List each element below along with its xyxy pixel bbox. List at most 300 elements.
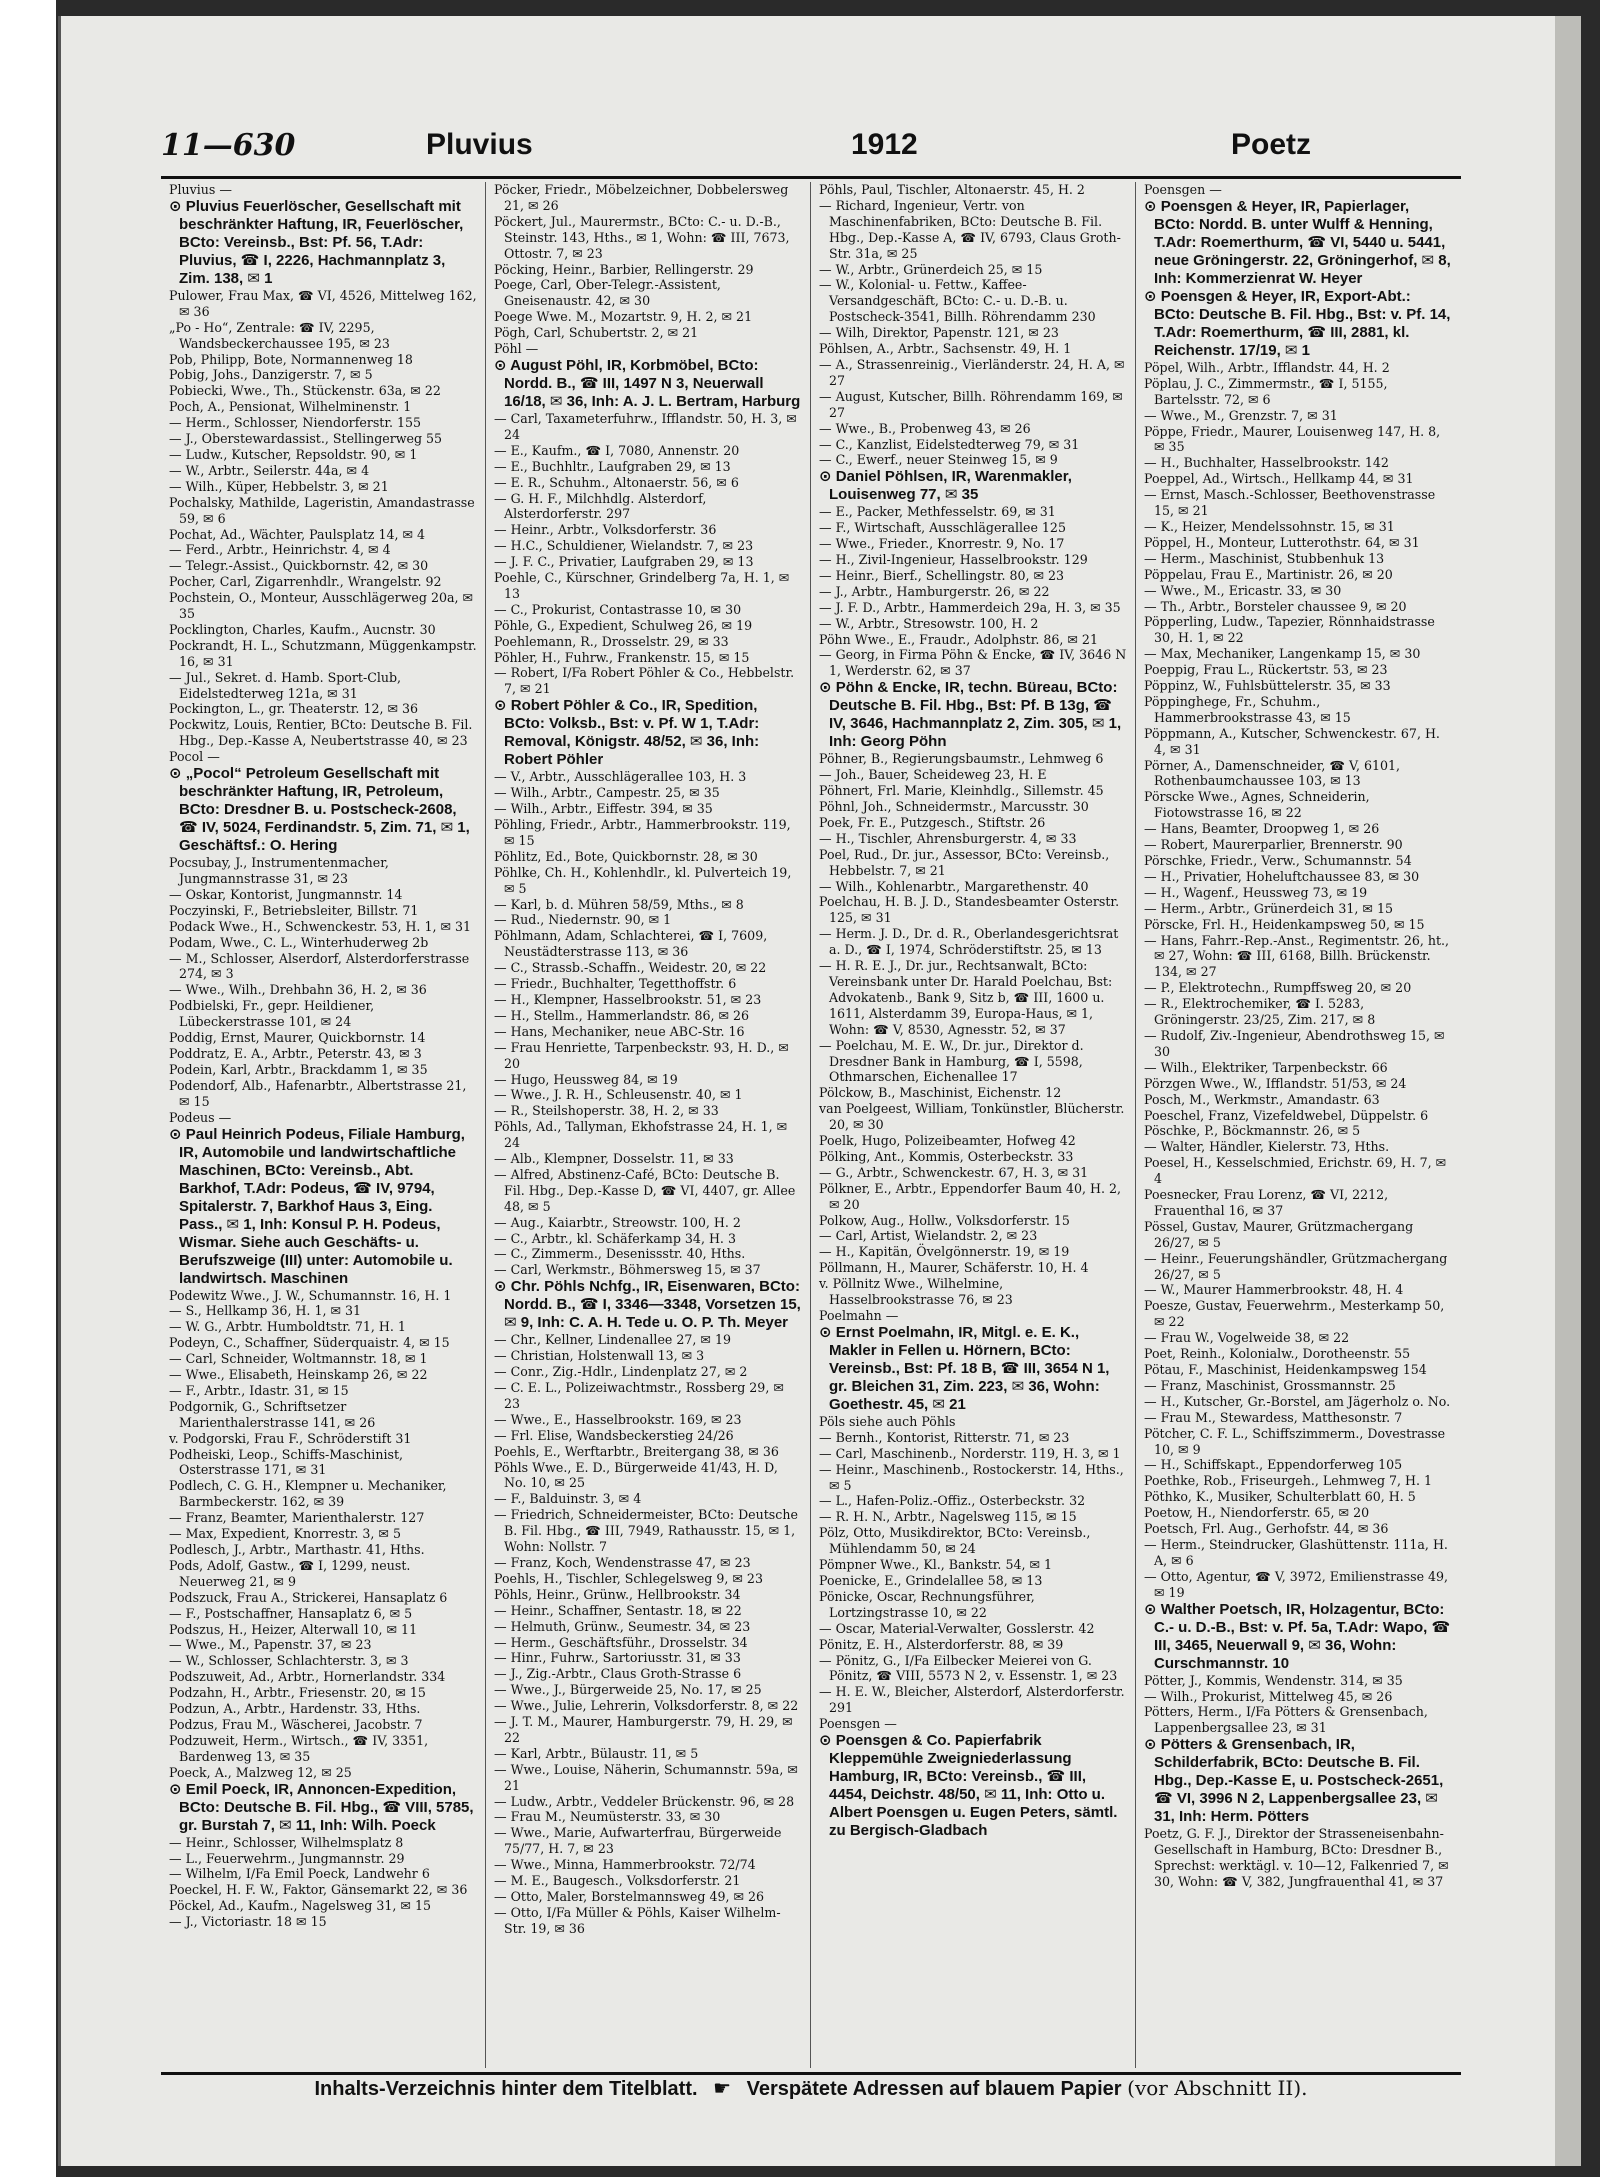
- directory-entry: Poetz, G. F. J., Direktor der Strasseneisenbahn-Gesellschaft in Hamburg, BCto: Dresdner B., Sprechst: werktägl. v. 10—12, Falkenried 7, ✉ 30, Wohn: ☎ V, 382, Jungfrauenthal 41, ✉ 37: [1144, 1826, 1449, 1889]
- directory-entry: Poehls, E., Werftarbtr., Breitergang 38, ✉ 36: [494, 1443, 779, 1459]
- directory-entry: — Wilhelm, I/Fa Emil Poeck, Landwehr 6: [169, 1866, 430, 1882]
- directory-entry: — L., Feuerwehrm., Jungmannstr. 29: [169, 1850, 405, 1866]
- firm-entry: ⊙ „Pocol“ Petroleum Gesellschaft mit beschränkter Haftung, IR, Petroleum, BCto: Dresdner B. u. Postscheck-2608, ☎ IV, 5024, Ferdinandstr. 5, Zim. 71, ✉ 1, Geschäftsf.: O. Hering: [169, 765, 470, 855]
- directory-entry: — Hans, Beamter, Droopweg 1, ✉ 26: [1144, 821, 1380, 837]
- directory-entry: — R., Steilshoperstr. 38, H. 2, ✉ 33: [494, 1103, 719, 1119]
- directory-entry: — H., Kapitän, Övelgönnerstr. 19, ✉ 19: [819, 1244, 1070, 1260]
- directory-entry: Podbielski, Fr., gepr. Heildiener, Lübeckerstrasse 101, ✉ 24: [169, 998, 375, 1030]
- directory-entry: Podgornik, G., Schriftsetzer Marienthalerstrasse 141, ✉ 26: [169, 1398, 376, 1430]
- directory-entry: Podeyn, C., Schaffner, Süderquaistr. 4, ✉ 15: [169, 1335, 450, 1351]
- directory-entry: — W. G., Arbtr. Humboldtstr. 71, H. 1: [169, 1319, 406, 1335]
- directory-entry: — Rudolf, Ziv.-Ingenieur, Abendrothsweg 15, ✉ 30: [1144, 1027, 1445, 1059]
- directory-entry: — Frau M., Neumüsterstr. 33, ✉ 30: [494, 1809, 721, 1825]
- directory-entry: — Alb., Klempner, Dosselstr. 11, ✉ 33: [494, 1151, 734, 1167]
- directory-entry: — C., Prokurist, Contastrasse 10, ✉ 30: [494, 601, 742, 617]
- directory-entry: — Ludw., Arbtr., Veddeler Brückenstr. 96, ✉ 28: [494, 1793, 795, 1809]
- directory-entry: — Frau W., Vogelweide 38, ✉ 22: [1144, 1330, 1350, 1346]
- directory-entry: — Wilh., Küper, Hebbelstr. 3, ✉ 21: [169, 478, 389, 494]
- directory-entry: — H., Zivil-Ingenieur, Hasselbrookstr. 129: [819, 552, 1088, 568]
- directory-entry: — Wwe., J. R. H., Schleusenstr. 40, ✉ 1: [494, 1087, 743, 1103]
- directory-entry: — Telegr.-Assist., Quickbornstr. 42, ✉ 30: [169, 558, 429, 574]
- directory-entry: Pörzgen Wwe., W., Ifflandstr. 51/53, ✉ 24: [1144, 1075, 1407, 1091]
- directory-entry: Podzun, A., Arbtr., Hardenstr. 33, Hths.: [169, 1701, 421, 1717]
- directory-entry: Pochalsky, Mathilde, Lageristin, Amandastrasse 59, ✉ 6: [169, 494, 475, 526]
- directory-entry: Pömpner Wwe., Kl., Bankstr. 54, ✉ 1: [819, 1557, 1053, 1573]
- firm-entry: ⊙ Robert Pöhler & Co., IR, Spedition, BCto: Volksb., Bst: v. Pf. W 1, T.Adr: Removal, Königstr. 48/52, ✉ 36, Inh: Robert Pöhler: [494, 697, 760, 769]
- directory-entry: Pötcher, C. F. L., Schiffszimmerm., Dovestrasse 10, ✉ 9: [1144, 1425, 1446, 1457]
- directory-entry: — Wilh., Prokurist, Mittelweg 45, ✉ 26: [1144, 1688, 1393, 1704]
- directory-entry: Pöhlitz, Ed., Bote, Quickbornstr. 28, ✉ 30: [494, 848, 758, 864]
- directory-entry: — R. H. N., Arbtr., Nagelsweg 115, ✉ 15: [819, 1509, 1077, 1525]
- directory-entry: — W., Arbtr., Seilerstr. 44a, ✉ 4: [169, 462, 370, 478]
- directory-entry: Pulower, Frau Max, ☎ VI, 4526, Mittelweg 162, ✉ 36: [169, 287, 477, 319]
- directory-entry: Pöschke, P., Böckmannstr. 26, ✉ 5: [1144, 1123, 1361, 1139]
- directory-entry: — Ferd., Arbtr., Heinrichstr. 4, ✉ 4: [169, 542, 391, 558]
- directory-entry: — F., Wirtschaft, Ausschlägerallee 125: [819, 520, 1066, 536]
- directory-entry: Pöhls Wwe., E. D., Bürgerweide 41/43, H. D, No. 10, ✉ 25: [494, 1459, 778, 1491]
- directory-entry: Pörscke, Frl. H., Heidenkampsweg 50, ✉ 15: [1144, 916, 1425, 932]
- directory-entry: — E., Kaufm., ☎ I, 7080, Annenstr. 20: [494, 442, 740, 458]
- directory-entry: Pocklington, Charles, Kaufm., Aucnstr. 30: [169, 621, 436, 637]
- directory-entry: v. Pöllnitz Wwe., Wilhelmine, Hasselbrookstrasse 76, ✉ 23: [819, 1276, 1013, 1308]
- directory-entry: — Karl, Arbtr., Bülaustr. 11, ✉ 5: [494, 1745, 699, 1761]
- directory-entry: Poege Wwe. M., Mozartstr. 9, H. 2, ✉ 21: [494, 309, 753, 325]
- directory-entry: — W., Arbtr., Stresowstr. 100, H. 2: [819, 615, 1039, 631]
- directory-entry: — Ludw., Kutscher, Repsoldstr. 90, ✉ 1: [169, 446, 418, 462]
- directory-entry: Podewitz Wwe., J. W., Schumannstr. 16, H. 1: [169, 1287, 452, 1303]
- directory-entry: — Wilh., Arbtr., Eiffestr. 394, ✉ 35: [494, 801, 713, 817]
- directory-entry: Podszuck, Frau A., Strickerei, Hansaplatz 6: [169, 1589, 448, 1605]
- directory-entry: — Herm., Geschäftsführ., Drosselstr. 34: [494, 1634, 748, 1650]
- directory-entry: — W., Arbtr., Grünerdeich 25, ✉ 15: [819, 261, 1043, 277]
- directory-entry: Poehls, H., Tischler, Schlegelsweg 9, ✉ 23: [494, 1570, 763, 1586]
- directory-entry: — Carl, Taxameterfuhrw., Ifflandstr. 50, H. 3, ✉ 24: [494, 410, 797, 442]
- header-year: 1912: [851, 128, 918, 161]
- page-header: [161, 128, 1461, 178]
- directory-entry: — Richard, Ingenieur, Vertr. von Maschinenfabriken, BCto: Deutsche B. Fil. Hbg., Dep.-Kasse A, ☎ IV, 6793, Claus Groth-Str. 31a, ✉ 25: [819, 197, 1121, 261]
- directory-entry: Pöppe, Friedr., Maurer, Louisenweg 147, H. 8, ✉ 35: [1144, 423, 1441, 455]
- pointing-hand-icon: ☛: [713, 2078, 732, 2100]
- directory-entry: — Hans, Mechaniker, neue ABC-Str. 16: [494, 1023, 745, 1039]
- directory-entry: van Poelgeest, William, Tonkünstler, Blücherstr. 20, ✉ 30: [819, 1101, 1125, 1133]
- directory-entry: — Wwe., M., Papenstr. 37, ✉ 23: [169, 1637, 372, 1653]
- firm-entry: ⊙ August Pöhl, IR, Korbmöbel, BCto: Nordd. B., ☎ III, 1497 N 3, Neuerwall 16/18, ✉ 36, Inh: A. J. L. Bertram, Harburg: [494, 356, 801, 410]
- directory-entry: — Bernh., Kontorist, Ritterstr. 71, ✉ 23: [819, 1429, 1070, 1445]
- directory-entry: — Heinr., Bierf., Schellingstr. 80, ✉ 23: [819, 567, 1065, 583]
- directory-entry: Poek, Fr. E., Putzgesch., Stiftstr. 26: [819, 814, 1046, 830]
- directory-entry: — Christian, Holstenwall 13, ✉ 3: [494, 1348, 705, 1364]
- directory-entry: — M., Schlosser, Alserdorf, Alsterdorferstrasse 274, ✉ 3: [169, 950, 470, 982]
- directory-entry: Pörner, A., Damenschneider, ☎ V, 6101, Rothenbaumchaussee 103, ✉ 13: [1144, 757, 1401, 789]
- directory-entry: Poehle, C., Kürschner, Grindelberg 7a, H. 1, ✉ 13: [494, 570, 790, 601]
- directory-entry: Pöhls, Ad., Tallyman, Ekhofstrasse 24, H. 1, ✉ 24: [494, 1119, 788, 1151]
- directory-entry: — L., Hafen-Poliz.-Offiz., Osterbeckstr. 32: [819, 1493, 1086, 1509]
- directory-entry: Podein, Karl, Arbtr., Brackdamm 1, ✉ 35: [169, 1061, 428, 1077]
- directory-entry: — Th., Arbtr., Borsteler chaussee 9, ✉ 20: [1144, 598, 1407, 614]
- directory-entry: Poeppig, Frau L., Rückertstr. 53, ✉ 23: [1144, 662, 1388, 678]
- directory-entry: Podszus, H., Heizer, Alterwall 10, ✉ 11: [169, 1621, 418, 1637]
- directory-entry: — H., Tischler, Ahrensburgerstr. 4, ✉ 33: [819, 830, 1077, 846]
- directory-entry: Pobiecki, Wwe., Th., Stückenstr. 63a, ✉ 22: [169, 383, 441, 399]
- directory-entry: Poenicke, E., Grindelallee 58, ✉ 13: [819, 1572, 1043, 1588]
- directory-entry: — Franz, Koch, Wendenstrasse 47, ✉ 23: [494, 1554, 751, 1570]
- directory-entry: — Max, Expedient, Knorrestr. 3, ✉ 5: [169, 1526, 401, 1542]
- directory-entry: — G. H. F., Milchhdlg. Alsterdorf, Alsterdorferstr. 297: [494, 490, 707, 522]
- directory-entry: — E., Buchhltr., Laufgraben 29, ✉ 13: [494, 458, 731, 474]
- directory-entry: — C., Ewerf., neuer Steinweg 15, ✉ 9: [819, 452, 1058, 468]
- directory-entry: — Frl. Elise, Wandsbeckerstieg 24/26: [494, 1427, 734, 1443]
- directory-entry: Podlech, C. G. H., Klempner u. Mechaniker, Barmbeckerstr. 162, ✉ 39: [169, 1478, 447, 1510]
- directory-entry: Poesze, Gustav, Feuerwehrm., Mesterkamp 50, ✉ 22: [1144, 1298, 1445, 1330]
- firm-entry: ⊙ Pluvius Feuerlöscher, Gesellschaft mit beschränkter Haftung, IR, Feuerlöscher, BCto: Vereinsb., Bst: Pf. 56, T.Adr: Pluvius, ☎ I, 2226, Hachmannplatz 3, Zim. 138, ✉ 1: [169, 197, 464, 287]
- directory-entry: — H. E. W., Bleicher, Alsterdorf, Alsterdorferstr. 291: [819, 1684, 1125, 1716]
- directory-entry: Poelchau, H. B. J. D., Standesbeamter Osterstr. 125, ✉ 31: [819, 894, 1120, 926]
- directory-entry: Pockrandt, H. L., Schutzmann, Müggenkampstr. 16, ✉ 31: [169, 637, 477, 669]
- directory-entry: Poeschel, Franz, Vizefeldwebel, Düppelstr. 6: [1144, 1107, 1429, 1123]
- directory-entry: — Carl, Werkmstr., Böhmersweg 15, ✉ 37: [494, 1262, 761, 1278]
- firm-entry: ⊙ Daniel Pöhlsen, IR, Warenmakler, Louisenweg 77, ✉ 35: [819, 468, 1072, 504]
- header-rule: [161, 176, 1461, 179]
- directory-entry: — Wwe., Wilh., Drehbahn 36, H. 2, ✉ 36: [169, 982, 427, 998]
- directory-entry: — J. F. C., Privatier, Laufgraben 29, ✉ 13: [494, 554, 754, 570]
- firm-entry: ⊙ Walther Poetsch, IR, Holzagentur, BCto: C.- u. D.-B., Bst: v. Pf. 5a, T.Adr: Wapo, ☎ III, 3465, Neuerwall 9, ✉ 36, Wohn: Curschmannstr. 10: [1144, 1600, 1451, 1672]
- directory-entry: — Frau M., Stewardess, Matthesonstr. 7: [1144, 1409, 1403, 1425]
- directory-entry: Poege, Carl, Ober-Telegr.-Assistent, Gneisenaustr. 42, ✉ 30: [494, 277, 721, 309]
- directory-entry: Polkow, Aug., Hollw., Volksdorferstr. 15: [819, 1212, 1070, 1228]
- directory-entry: — S., Hellkamp 36, H. 1, ✉ 31: [169, 1303, 362, 1319]
- directory-entry: Pötters, Herm., I/Fa Pötters & Grensenbach, Lappenbergsallee 23, ✉ 31: [1144, 1704, 1428, 1736]
- directory-entry: — J. F. D., Arbtr., Hammerdeich 29a, H. 3, ✉ 35: [819, 599, 1121, 615]
- directory-entry: — Otto, Maler, Borstelmannsweg 49, ✉ 26: [494, 1889, 765, 1904]
- directory-entry: — Hugo, Heussweg 84, ✉ 19: [494, 1071, 678, 1087]
- directory-entry: — Herm., Arbtr., Grünerdeich 31, ✉ 15: [1144, 900, 1393, 916]
- directory-entry: — Wwe., B., Probenweg 43, ✉ 26: [819, 420, 1031, 436]
- directory-entry: — Alfred, Abstinenz-Café, BCto: Deutsche B. Fil. Hbg., Dep.-Kasse D, ☎ VI, 4407, gr. Allee 48, ✉ 5: [494, 1166, 796, 1214]
- directory-entry: Pluvius —: [169, 182, 232, 197]
- directory-entry: — Robert, I/Fa Robert Pöhler & Co., Hebbelstr. 7, ✉ 21: [494, 665, 795, 697]
- directory-entry: Poczyinski, F., Betriebsleiter, Billstr. 71: [169, 902, 419, 918]
- directory-entry: — Wilh, Direktor, Papenstr. 121, ✉ 23: [819, 325, 1059, 341]
- directory-entry: — Wwe., Elisabeth, Heinskamp 26, ✉ 22: [169, 1367, 428, 1383]
- directory-entry: Pöppelau, Frau E., Martinistr. 26, ✉ 20: [1144, 566, 1393, 582]
- directory-entry: Pöhnert, Frl. Marie, Kleinhdlg., Sillemstr. 45: [819, 783, 1104, 799]
- directory-entry: Pöhling, Friedr., Arbtr., Hammerbrookstr. 119, ✉ 15: [494, 817, 791, 848]
- directory-entry: Pögh, Carl, Schubertstr. 2, ✉ 21: [494, 325, 699, 341]
- directory-entry: Poehlemann, R., Drosselstr. 29, ✉ 33: [494, 633, 729, 649]
- directory-entry: Poensgen —: [819, 1716, 897, 1732]
- directory-entry: — Conr., Zig.-Hdlr., Lindenplatz 27, ✉ 2: [494, 1364, 748, 1380]
- directory-entry: — F., Postschaffner, Hansaplatz 6, ✉ 5: [169, 1605, 413, 1621]
- directory-entry: Podam, Wwe., C. L., Winterhuderweg 2b: [169, 934, 429, 950]
- directory-entry: — Herm., Schlosser, Niendorferstr. 155: [169, 415, 422, 431]
- directory-entry: — Jul., Sekret. d. Hamb. Sport-Club, Eidelstedterweg 121a, ✉ 31: [169, 669, 402, 701]
- directory-entry: — H., Schiffskapt., Eppendorferweg 105: [1144, 1457, 1403, 1473]
- directory-entry: — Walter, Händler, Kielerstr. 73, Hths.: [1144, 1139, 1390, 1155]
- directory-entry: Podheiski, Leop., Schiffs-Maschinist, Osterstrasse 171, ✉ 31: [169, 1446, 404, 1478]
- directory-entry: Poelmahn —: [819, 1308, 899, 1323]
- directory-entry: — Wwe., M., Ericastr. 33, ✉ 30: [1144, 582, 1342, 598]
- directory-entry: Pocher, Carl, Zigarrenhdlr., Wrangelstr. 92: [169, 574, 442, 590]
- directory-entry: — Friedrich, Schneidermeister, BCto: Deutsche B. Fil. Hbg., ☎ III, 7949, Rathausstr. 15, ✉ 1, Wohn: Nollstr. 7: [494, 1507, 798, 1555]
- directory-entry: Podzus, Frau M., Wäscherei, Jacobstr. 7: [169, 1716, 423, 1732]
- directory-entry: — Wilh., Kohlenarbtr., Margarethenstr. 40: [819, 878, 1089, 894]
- directory-entry: Pob, Philipp, Bote, Normannenweg 18: [169, 351, 413, 367]
- directory-entry: Pölking, Ant., Kommis, Osterbeckstr. 33: [819, 1148, 1074, 1164]
- directory-entry: — Carl, Schneider, Woltmannstr. 18, ✉ 1: [169, 1351, 428, 1367]
- column-3: [811, 182, 1136, 2068]
- directory-entry: — Helmuth, Grünw., Seumestr. 34, ✉ 23: [494, 1618, 751, 1634]
- directory-entry: Poeck, A., Malzweg 12, ✉ 25: [169, 1764, 352, 1780]
- directory-entry: Pöpel, Wilh., Arbtr., Ifflandstr. 44, H. 2: [1144, 359, 1390, 375]
- directory-entry: — Joh., Bauer, Scheideweg 23, H. E: [819, 767, 1047, 783]
- directory-entry: — J., Arbtr., Hamburgerstr. 26, ✉ 22: [819, 583, 1050, 599]
- directory-entry: Poelk, Hugo, Polizeibeamter, Hofweg 42: [819, 1133, 1076, 1149]
- directory-entry: — Oscar, Material-Verwalter, Gosslerstr. 42: [819, 1620, 1095, 1636]
- directory-entry: — P., Elektrotechn., Rumpffsweg 20, ✉ 20: [1144, 980, 1412, 996]
- directory-entry: Pörscke Wwe., Agnes, Schneiderin, Fiotowstrasse 16, ✉ 22: [1144, 789, 1370, 821]
- directory-entry: — Franz, Maschinist, Grossmannstr. 25: [1144, 1377, 1396, 1393]
- directory-entry: — H., Privatier, Hoheluftchaussee 83, ✉ 30: [1144, 868, 1420, 884]
- directory-entry: — A., Strassenreinig., Vierländerstr. 24, H. A, ✉ 27: [819, 356, 1125, 388]
- footer-late-addresses: Verspätete Adressen auf blauem Papier: [746, 2078, 1122, 2100]
- directory-entry: — R., Elektrochemiker, ☎ I. 5283, Gröningerstr. 23/25, Zim. 217, ✉ 8: [1144, 996, 1376, 1028]
- directory-entry: Poddig, Ernst, Maurer, Quickbornstr. 14: [169, 1030, 426, 1046]
- directory-entry: — J. T. M., Maurer, Hamburgerstr. 79, H. 29, ✉ 22: [494, 1714, 793, 1745]
- directory-entry: — C. E. L., Polizeiwachtmstr., Rossberg 29, ✉ 23: [494, 1380, 784, 1411]
- directory-entry: Pöppinghege, Fr., Schuhm., Hammerbrookstrasse 43, ✉ 15: [1144, 693, 1351, 725]
- scan-sidebar: [0, 0, 56, 2177]
- directory-entry: — Heinr., Schaffner, Sentastr. 18, ✉ 22: [494, 1602, 742, 1618]
- directory-entry: Poethke, Rob., Friseurgeh., Lehmweg 7, H. 1: [1144, 1473, 1433, 1489]
- directory-entry: — H., Kutscher, Gr.-Borstel, am Jägerholz o. No.: [1144, 1393, 1451, 1409]
- firm-entry: ⊙ Chr. Pöhls Nchfg., IR, Eisenwaren, BCto: Nordd. B., ☎ I, 3346—3348, Vorsetzen 15, ✉ 9, Inh: C. A. H. Tede u. O. P. Th. Meyer: [494, 1278, 801, 1332]
- directory-entry: Pods, Adolf, Gastw., ☎ I, 1299, neust. Neuerweg 21, ✉ 9: [169, 1557, 411, 1589]
- directory-entry: Pörschke, Friedr., Verw., Schumannstr. 54: [1144, 853, 1412, 868]
- directory-entry: — Hinr., Fuhrw., Sartoriusstr. 31, ✉ 33: [494, 1650, 741, 1666]
- directory-entry: — H.C., Schuldiener, Wielandstr. 7, ✉ 23: [494, 538, 754, 554]
- directory-entry: — F., Balduinstr. 3, ✉ 4: [494, 1491, 642, 1507]
- directory-entry: Poeckel, H. F. W., Faktor, Gänsemarkt 22, ✉ 36: [169, 1882, 468, 1898]
- directory-entry: Pöhl —: [494, 341, 539, 357]
- directory-page: [58, 16, 1581, 2166]
- directory-entry: Poesnecker, Frau Lorenz, ☎ VI, 2212, Frauenthal 16, ✉ 37: [1144, 1187, 1389, 1218]
- directory-entry: „Po - Ho“, Zentrale: ☎ IV, 2295, Wandsbeckerchaussee 195, ✉ 23: [169, 319, 390, 351]
- directory-entry: — Robert, Maurerparlier, Brennerstr. 90: [1144, 837, 1403, 853]
- directory-entry: Pöhnl, Joh., Schneidermstr., Marcusstr. 30: [819, 799, 1089, 814]
- directory-entry: — Franz, Beamter, Marienthalerstr. 127: [169, 1510, 425, 1526]
- page-number: 11—630: [161, 128, 296, 163]
- directory-entry: — Ernst, Masch.-Schlosser, Beethovenstrasse 15, ✉ 21: [1144, 487, 1436, 519]
- directory-entry: Poel, Rud., Dr. jur., Assessor, BCto: Vereinsb., Hebbelstr. 7, ✉ 21: [819, 846, 1110, 878]
- directory-entry: — Poelchau, M. E. W., Dr. jur., Direktor d. Dresdner Bank in Hamburg, ☎ I, 5598, Othmarschen, Eichenallee 17: [819, 1037, 1084, 1085]
- directory-entry: Pöpperling, Ludw., Tapezier, Rönnhaidstrasse 30, H. 1, ✉ 22: [1144, 614, 1435, 646]
- directory-entry: Pöllmann, H., Maurer, Schäferstr. 10, H. 4: [819, 1260, 1089, 1276]
- firm-entry: ⊙ Ernst Poelmahn, IR, Mitgl. e. E. K., Makler in Fellen u. Hörnern, BCto: Vereinsb., Bst: Pf. 18 B, ☎ III, 3654 N 1, gr. Bleichen 31, Zim. 223, ✉ 36, Wohn: Goethestr. 45, ✉ 21: [819, 1323, 1110, 1413]
- directory-entry: Podeus —: [169, 1109, 232, 1125]
- directory-entry: Pöppel, H., Monteur, Lutterothstr. 64, ✉ 31: [1144, 534, 1420, 550]
- footer-rule: [161, 2072, 1461, 2075]
- directory-entry: — Max, Mechaniker, Langenkamp 15, ✉ 30: [1144, 646, 1421, 662]
- directory-entry: Poensgen —: [1144, 182, 1222, 197]
- column-2: [486, 182, 811, 2068]
- directory-entry: — Carl, Artist, Wielandstr. 2, ✉ 23: [819, 1228, 1038, 1244]
- directory-entry: — Georg, in Firma Pöhn & Encke, ☎ IV, 3646 N 1, Werderstr. 62, ✉ 37: [819, 647, 1127, 679]
- directory-entry: Pöls siehe auch Pöhls: [819, 1413, 956, 1429]
- directory-entry: Pötter, J., Kommis, Wendenstr. 314, ✉ 35: [1144, 1672, 1403, 1688]
- page-spine: [1555, 16, 1581, 2166]
- directory-entry: — C., Kanzlist, Eidelstedterweg 79, ✉ 31: [819, 436, 1080, 452]
- directory-entry: Pöhls, Paul, Tischler, Altonaerstr. 45, H. 2: [819, 182, 1085, 197]
- directory-entry: — Carl, Maschinenb., Norderstr. 119, H. 3, ✉ 1: [819, 1445, 1121, 1461]
- directory-entry: Pössel, Gustav, Maurer, Grützmachergang 26/27, ✉ 5: [1144, 1218, 1414, 1250]
- directory-entry: — Wilh., Arbtr., Campestr. 25, ✉ 35: [494, 785, 720, 801]
- directory-entry: — Otto, Agentur, ☎ V, 3972, Emilienstrasse 49, ✉ 19: [1144, 1568, 1449, 1600]
- firm-entry: ⊙ Poensgen & Heyer, IR, Papierlager, BCto: Nordd. B. unter Wulff & Henning, T.Adr: Roemerthurm, ☎ VI, 5440 u. 5441, neue Gröningerstr. 22, Gröningerhof, ✉ 8, Inh: Kommerzienrat W. Heyer: [1144, 197, 1451, 287]
- directory-entry: — Oskar, Kontorist, Jungmannstr. 14: [169, 886, 403, 902]
- directory-entry: Pöhner, B., Regierungsbaumstr., Lehmweg 6: [819, 751, 1104, 767]
- directory-entry: Pöhler, H., Fuhrw., Frankenstr. 15, ✉ 15: [494, 649, 750, 665]
- directory-entry: Pölckow, B., Maschinist, Eichenstr. 12: [819, 1085, 1062, 1101]
- directory-entry: Poet, Reinh., Kolonialw., Dorotheenstr. 55: [1144, 1346, 1411, 1362]
- directory-entry: — F., Arbtr., Idastr. 31, ✉ 15: [169, 1382, 349, 1398]
- directory-entry: Podzahn, H., Arbtr., Friesenstr. 20, ✉ 15: [169, 1685, 426, 1701]
- directory-entry: — Herm. J. D., Dr. d. R., Oberlandesgerichtsrat a. D., ☎ I, 1974, Schröderstiftstr. 25, ✉ 13: [819, 926, 1119, 958]
- directory-entry: — K., Heizer, Mendelssohnstr. 15, ✉ 31: [1144, 518, 1395, 534]
- directory-entry: Pöplau, J. C., Zimmermstr., ☎ I, 5155, Bartelsstr. 72, ✉ 6: [1144, 375, 1388, 407]
- directory-entry: — Herm., Steindrucker, Glashüttenstr. 111a, H. A, ✉ 6: [1144, 1536, 1448, 1568]
- directory-entry: Pockwitz, Louis, Rentier, BCto: Deutsche B. Fil. Hbg., Dep.-Kasse A, Neubertstrasse 40, ✉ 23: [169, 717, 473, 749]
- directory-entry: — G., Arbtr., Schwenckestr. 67, H. 3, ✉ 31: [819, 1164, 1089, 1180]
- directory-entry: — J., Zig.-Arbtr., Claus Groth-Strasse 6: [494, 1666, 742, 1682]
- directory-entry: — Heinr., Feuerungshändler, Grützmachergang 26/27, ✉ 5: [1144, 1250, 1448, 1282]
- directory-entry: — Aug., Kaiarbtr., Streowstr. 100, H. 2: [494, 1214, 741, 1230]
- directory-entry: Podlesch, J., Arbtr., Marthastr. 41, Hths.: [169, 1542, 425, 1557]
- directory-entry: — V., Arbtr., Ausschlägerallee 103, H. 3: [494, 769, 747, 785]
- directory-entry: Pöckel, Ad., Kaufm., Nagelsweg 31, ✉ 15: [169, 1898, 431, 1914]
- directory-entry: — Wwe., Julie, Lehrerin, Volksdorferstr. 8, ✉ 22: [494, 1698, 799, 1714]
- directory-entry: Poetsch, Frl. Aug., Gerhofstr. 44, ✉ 36: [1144, 1521, 1389, 1537]
- directory-entry: Poddratz, E. A., Arbtr., Peterstr. 43, ✉ 3: [169, 1045, 422, 1061]
- directory-entry: — Karl, b. d. Mühren 58/59, Mths., ✉ 8: [494, 896, 744, 912]
- directory-entry: Pöppmann, A., Kutscher, Schwenckestr. 67, H. 4, ✉ 31: [1144, 725, 1440, 757]
- directory-entry: Poesel, H., Kesselschmied, Erichstr. 69, H. 7, ✉ 4: [1144, 1155, 1447, 1187]
- directory-entry: Pocsubay, J., Instrumentenmacher, Jungmannstrasse 31, ✉ 23: [169, 855, 389, 886]
- directory-entry: Pobig, Johs., Danzigerstr. 7, ✉ 5: [169, 367, 373, 383]
- directory-entry: — Rud., Niedernstr. 90, ✉ 1: [494, 912, 672, 928]
- directory-entry: — H., Stellm., Hammerlandstr. 86, ✉ 26: [494, 1007, 750, 1023]
- directory-entry: Pöhlke, Ch. H., Kohlenhdlr., kl. Pulverteich 19, ✉ 5: [494, 864, 792, 896]
- directory-entry: — Wwe., Marie, Aufwarterfrau, Bürgerweide 75/77, H. 7, ✉ 23: [494, 1825, 782, 1857]
- directory-entry: Pölkner, E., Arbtr., Eppendorfer Baum 40, H. 2, ✉ 20: [819, 1180, 1122, 1212]
- directory-entry: — Wwe., Minna, Hammerbrookstr. 72/74: [494, 1857, 756, 1873]
- directory-entry: Pöppinz, W., Fuhlsbüttelerstr. 35, ✉ 33: [1144, 678, 1391, 694]
- directory-entry: Pönicke, Oscar, Rechnungsführer, Lortzingstrasse 10, ✉ 22: [819, 1588, 1035, 1620]
- header-right-word: Poetz: [1231, 128, 1312, 161]
- directory-entry: Pöhlsen, A., Arbtr., Sachsenstr. 49, H. 1: [819, 341, 1072, 357]
- directory-entry: — Wwe., E., Hasselbrookstr. 169, ✉ 23: [494, 1411, 742, 1427]
- directory-entry: — Wwe., J., Bürgerweide 25, No. 17, ✉ 25: [494, 1682, 762, 1698]
- directory-entry: Poch, A., Pensionat, Wilhelminenstr. 1: [169, 399, 412, 415]
- directory-entry: — H., Klempner, Hasselbrookstr. 51, ✉ 23: [494, 991, 762, 1007]
- firm-entry: ⊙ Paul Heinrich Podeus, Filiale Hamburg, IR, Automobile und landwirtschaftliche Maschinen, BCto: Vereinsb., Abt. Barkhof, T.Adr: Podeus, ☎ IV, 9794, Spitalerstr. 7, Barkhof Haus 3, Eing. Pass., ✉ 1, Inh: Konsul P. H. Podeus, Wismar. Siehe auch Geschäfts- u. Berufszweige (III) unter: Automobile u. landwirtsch. Maschinen: [169, 1125, 465, 1287]
- directory-entry: — Wwe., M., Grenzstr. 7, ✉ 31: [1144, 407, 1338, 423]
- firm-entry: ⊙ Emil Poeck, IR, Annoncen-Expedition, BCto: Deutsche B. Fil. Hbg., ☎ VIII, 5785, gr. Burstah 7, ✉ 11, Inh: Wilh. Poeck: [169, 1780, 474, 1834]
- directory-entry: Pöcking, Heinr., Barbier, Rellingerstr. 29: [494, 261, 754, 277]
- directory-entry: — C., Strassb.-Schaffn., Weidestr. 20, ✉ 22: [494, 960, 767, 976]
- directory-entry: — Frau Henriette, Tarpenbeckstr. 93, H. D., ✉ 20: [494, 1039, 789, 1071]
- columns: [161, 182, 1461, 2068]
- directory-entry: — E., Packer, Methfesselstr. 69, ✉ 31: [819, 504, 1056, 520]
- directory-entry: — Wilh., Elektriker, Tarpenbeckstr. 66: [1144, 1059, 1388, 1075]
- firm-entry: ⊙ Poensgen & Heyer, IR, Export-Abt.: BCto: Deutsche B. Fil. Hbg., Bst: v. Pf. 14, T.Adr: Roemerthurm, ☎ III, 2881, kl. Reichenstr. 17/19, ✉ 1: [1144, 287, 1451, 359]
- directory-entry: Pöckert, Jul., Maurermstr., BCto: C.- u. D.-B., Steinstr. 143, Hths., ✉ 1, Wohn: ☎ III, 7673, Ottostr. 7, ✉ 23: [494, 213, 790, 261]
- directory-entry: Pönitz, E. H., Alsterdorferstr. 88, ✉ 39: [819, 1636, 1064, 1652]
- directory-entry: — Otto, I/Fa Müller & Pöhls, Kaiser Wilhelm-Str. 19, ✉ 36: [494, 1904, 781, 1936]
- directory-entry: — Chr., Kellner, Lindenallee 27, ✉ 19: [494, 1332, 731, 1348]
- directory-entry: — J., Victoriastr. 18 ✉ 15: [169, 1914, 327, 1930]
- directory-entry: Pochat, Ad., Wächter, Paulsplatz 14, ✉ 4: [169, 526, 426, 542]
- directory-entry: — H., Wagenf., Heussweg 73, ✉ 19: [1144, 884, 1368, 900]
- directory-entry: — Herm., Maschinist, Stubbenhuk 13: [1144, 550, 1385, 566]
- directory-entry: — W., Schlosser, Schlachterstr. 3, ✉ 3: [169, 1653, 409, 1669]
- directory-entry: Pölz, Otto, Musikdirektor, BCto: Vereinsb., Mühlendamm 50, ✉ 24: [819, 1525, 1091, 1557]
- directory-entry: — Pönitz, G., I/Fa Eilbecker Meierei von G. Pönitz, ☎ VIII, 5573 N 2, v. Essenstr. 1, ✉ 23: [819, 1652, 1118, 1684]
- directory-entry: — M. E., Baugesch., Volksdorferstr. 21: [494, 1873, 741, 1889]
- directory-entry: — C., Zimmerm., Desenissstr. 40, Hths.: [494, 1246, 746, 1262]
- directory-entry: Pöthko, K., Musiker, Schulterblatt 60, H. 5: [1144, 1489, 1416, 1505]
- directory-entry: Pocol —: [169, 749, 220, 765]
- directory-entry: — August, Kutscher, Billh. Röhrendamm 169, ✉ 27: [819, 388, 1123, 420]
- directory-entry: — Wwe., Louise, Näherin, Schumannstr. 59a, ✉ 21: [494, 1761, 798, 1793]
- column-4: [1136, 182, 1461, 2068]
- directory-entry: — Heinr., Arbtr., Volksdorferstr. 36: [494, 522, 717, 538]
- directory-entry: — E. R., Schuhm., Altonaerstr. 56, ✉ 6: [494, 474, 739, 490]
- firm-entry: ⊙ Pöhn & Encke, IR, techn. Büreau, BCto: Deutsche B. Fil. Hbg., Bst: Pf. B 13g, ☎ IV, 3646, Hachmannplatz 2, Zim. 305, ✉ 1, Inh: Georg Pöhn: [819, 679, 1122, 751]
- footer-index-note: Inhalts-Verzeichnis hinter dem Titelblatt.: [314, 2078, 698, 2100]
- column-1: [161, 182, 486, 2068]
- directory-entry: Pöhn Wwe., E., Fraudr., Adolphstr. 86, ✉ 21: [819, 631, 1098, 647]
- directory-entry: Poeppel, Ad., Wirtsch., Hellkamp 44, ✉ 31: [1144, 471, 1414, 487]
- directory-entry: Pötau, F., Maschinist, Heidenkampsweg 154: [1144, 1362, 1427, 1377]
- directory-entry: — W., Maurer Hammerbrookstr. 48, H. 4: [1144, 1282, 1404, 1298]
- directory-entry: v. Podgorski, Frau F., Schröderstift 31: [169, 1430, 412, 1446]
- directory-entry: Podendorf, Alb., Hafenarbtr., Albertstrasse 21, ✉ 15: [169, 1077, 467, 1109]
- directory-entry: Pochstein, O., Monteur, Ausschlägerweg 20a, ✉ 35: [169, 590, 474, 622]
- directory-entry: Podzuweit, Herm., Wirtsch., ☎ IV, 3351, Bardenweg 13, ✉ 35: [169, 1732, 429, 1764]
- directory-entry: Podack Wwe., H., Schwenckestr. 53, H. 1, ✉ 31: [169, 918, 472, 934]
- directory-entry: — W., Kolonial- u. Fettw., Kaffee-Versandgeschäft, BCto: C.- u. D.-B. u. Postscheck-3541, Billh. Röhrendamm 230: [819, 277, 1096, 325]
- directory-entry: — Hans, Fahrr.-Rep.-Anst., Regimentstr. 26, ht., ✉ 27, Wohn: ☎ III, 6168, Billh. Brückenstr. 134, ✉ 27: [1144, 932, 1450, 980]
- directory-entry: Pockington, L., gr. Theaterstr. 12, ✉ 36: [169, 701, 419, 717]
- directory-entry: — Wwe., Frieder., Knorrestr. 9, No. 17: [819, 536, 1065, 552]
- directory-entry: Pöhle, G., Expedient, Schulweg 26, ✉ 19: [494, 617, 753, 633]
- directory-entry: — Friedr., Buchhalter, Tegetthoffstr. 6: [494, 976, 737, 992]
- directory-entry: — C., Arbtr., kl. Schäferkamp 34, H. 3: [494, 1230, 736, 1246]
- directory-entry: Posch, M., Werkmstr., Amandastr. 63: [1144, 1091, 1380, 1107]
- directory-entry: — H. R. E. J., Dr. jur., Rechtsanwalt, BCto: Vereinsbank unter Dr. Harald Poelchau, Bst: Advokatenb., Bank 9, Sitz b, ☎ III, 1600 u. 1611, Alsterdamm 39, Europa-Haus, ✉ 1, Wohn: ☎ V, 8530, Agnesstr. 52, ✉ 37: [819, 958, 1113, 1037]
- directory-entry: Pöcker, Friedr., Möbelzeichner, Dobbelersweg 21, ✉ 26: [494, 182, 789, 213]
- directory-entry: Pöhlmann, Adam, Schlachterei, ☎ I, 7609, Neustädterstrasse 113, ✉ 36: [494, 928, 768, 960]
- footer-section-note: (vor Abschnitt II).: [1127, 2076, 1308, 2100]
- directory-entry: Pöhls, Heinr., Grünw., Hellbrookstr. 34: [494, 1586, 741, 1602]
- firm-entry: ⊙ Pötters & Grensenbach, IR, Schilderfabrik, BCto: Deutsche B. Fil. Hbg., Dep.-Kasse E, u. Postscheck-2651, ☎ VI, 3996 N 2, Lappenbergsallee 23, ✉ 31, Inh: Herm. Pötters: [1144, 1736, 1444, 1826]
- directory-entry: Poetow, H., Niendorferstr. 65, ✉ 20: [1144, 1505, 1370, 1521]
- header-left-word: Pluvius: [426, 128, 533, 161]
- directory-entry: Podszuweit, Ad., Arbtr., Hornerlandstr. 334: [169, 1669, 446, 1685]
- firm-entry: ⊙ Poensgen & Co. Papierfabrik Kleppemühle Zweigniederlassung Hamburg, IR, BCto: Vereinsb., ☎ III, 4454, Deichstr. 48/50, ✉ 11, Inh: Otto u. Albert Poensgen u. Eugen Peters, sämtl. zu Bergisch-Gladbach: [819, 1732, 1118, 1840]
- directory-entry: — Heinr., Maschinenb., Rostockerstr. 14, Hths., ✉ 5: [819, 1461, 1124, 1493]
- directory-entry: — J., Oberstewardassist., Stellingerweg 55: [169, 431, 443, 447]
